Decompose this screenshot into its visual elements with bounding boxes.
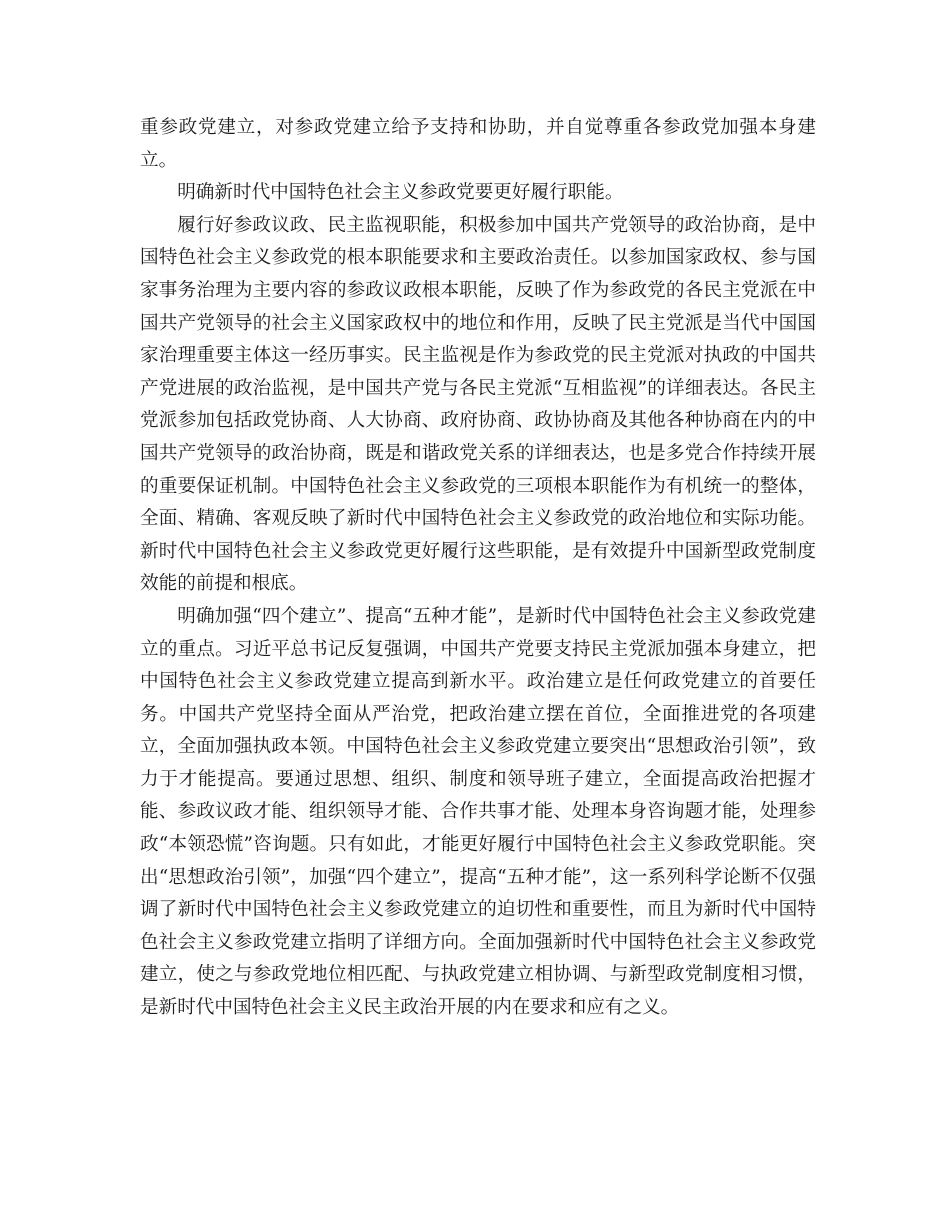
paragraph-construction-focus: 明确加强“四个建立”、提高“五种才能”，是新时代中国特色社会主义参政党建立的重点。习近平总书记反复强调，中国共产党要支持民主党派加强本身建立，把中国特色社会主义参政党建立提高到新水平。政治建立是任何政党建立的首要任务。中国共产党坚持全面从严治党，把政治建立摆在首位，全面推进党的各项建立，全面加强执政本领。中国特色社会主义参政党建立要突出“思想政治引领”，致力于才能提高。要通过思想、组织、制度和领导班子建立，全面提高政治把握才能、参政议政才能、组织领导才能、合作共事才能、处理本身咨询题才能，处理参政“本领恐慌”咨询题。只有如此，才能更好履行中国特色社会主义参政党职能。突出“思想政治引领”，加强“四个建立”，提高“五种才能”，这一系列科学论断不仅强调了新时代中国特色社会主义参政党建立的迫切性和重要性，而且为新时代中国特色社会主义参政党建立指明了详细方向。全面加强新时代中国特色社会主义参政党建立，使之与参政党地位相匹配、与执政党建立相协调、与新型政党制度相习惯，是新时代中国特色社会主义民主政治开展的内在要求和应有之义。 [140,605,816,1019]
paragraph-heading-duties: 明确新时代中国特色社会主义参政党要更好履行职能。 [177,182,624,204]
paragraph-continuation: 重参政党建立，对参政党建立给予支持和协助，并自觉尊重各参政党加强本身建立。 [140,117,816,171]
document-page [140,112,816,1025]
paragraph-duties-body: 履行好参政议政、民主监视职能，积极参加中国共产党领导的政治协商，是中国特色社会主义参政党的根本职能要求和主要政治责任。以参加国家政权、参与国家事务治理为主要内容的参政议政根本职能，反映了作为参政党的各民主党派在中国共产党领导的社会主义国家政权中的地位和作用，反映了民主党派是当代中国国家治理重要主体这一经历事实。民主监视是作为参政党的民主党派对执政的中国共产党进展的政治监视，是中国共产党与各民主党派“互相监视”的详细表达。各民主党派参加包括政党协商、人大协商、政府协商、政协协商及其他各种协商在内的中国共产党领导的政治协商，既是和谐政党关系的详细表达，也是多党合作持续开展的重要保证机制。中国特色社会主义参政党的三项根本职能作为有机统一的整体，全面、精确、客观反映了新时代中国特色社会主义参政党的政治地位和实际功能。新时代中国特色社会主义参政党更好履行这些职能，是有效提升中国新型政党制度效能的前提和根底。 [140,214,816,595]
